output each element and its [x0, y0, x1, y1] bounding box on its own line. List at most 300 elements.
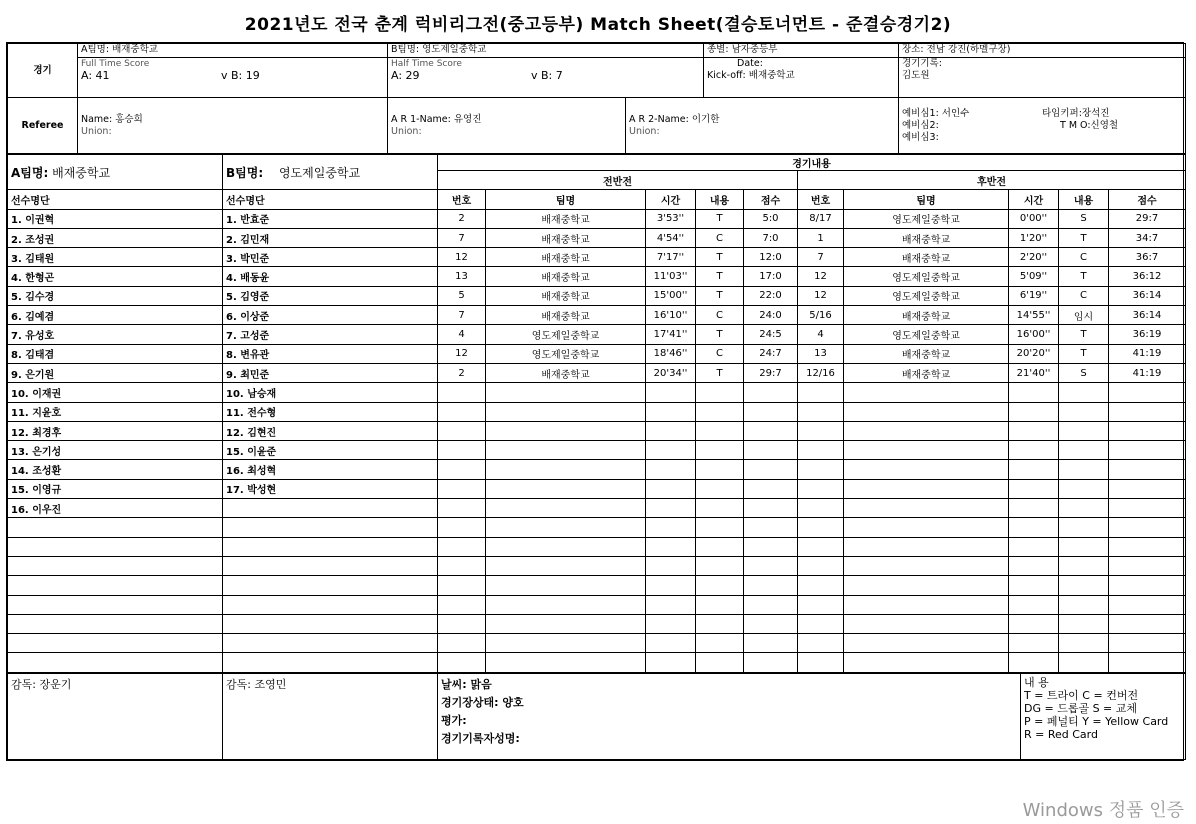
first-half-events-cell: 18'46''	[646, 344, 696, 363]
first-half-events-cell: 4	[438, 325, 486, 344]
second-half-events-cell	[1059, 614, 1109, 633]
first-half-events-cell	[486, 460, 646, 479]
team-b-player: 3. 박민준	[223, 248, 438, 267]
team-b-player	[223, 537, 438, 556]
first-half-events-cell	[438, 576, 486, 595]
team-a-player	[8, 595, 223, 614]
first-half-events-cell: 4'54''	[646, 228, 696, 247]
first-half-events-cell	[486, 556, 646, 575]
second-half-events-cell: 36:14	[1109, 286, 1186, 305]
first-half-events-cell	[438, 595, 486, 614]
team-b-player: 17. 박성현	[223, 479, 438, 498]
second-half-events-cell	[1109, 653, 1186, 672]
first-half-events-cell	[438, 479, 486, 498]
second-half-events-cell	[1009, 499, 1059, 518]
first-half-col-header: 번호	[438, 190, 486, 209]
first-half-events-cell	[438, 614, 486, 633]
referee-union: Union:	[81, 125, 112, 137]
first-half-events-cell: T	[696, 267, 744, 286]
second-half-events-cell	[1059, 402, 1109, 421]
second-half-events-cell: S	[1059, 363, 1109, 382]
second-half-events-cell: T	[1059, 267, 1109, 286]
second-half-events-cell	[1109, 556, 1186, 575]
team-b-player: 16. 최성혁	[223, 460, 438, 479]
first-half-events-cell	[486, 421, 646, 440]
second-half-events-cell	[798, 518, 844, 537]
first-half-events-cell: 17'41''	[646, 325, 696, 344]
first-half-events-cell	[696, 518, 744, 537]
second-half-events-cell: 7	[798, 248, 844, 267]
table-row	[8, 363, 1186, 382]
table-row	[8, 653, 1186, 672]
first-half-events-cell: 7'17''	[646, 248, 696, 267]
team-b-player	[223, 614, 438, 633]
first-half-events-cell: 24:5	[744, 325, 798, 344]
table-row	[8, 306, 1186, 325]
first-half-events-cell: 7:0	[744, 228, 798, 247]
second-half-events-cell: 4	[798, 325, 844, 344]
first-half-events-cell: 15'00''	[646, 286, 696, 305]
second-half-events-cell: 영도제일중학교	[844, 267, 1009, 286]
first-half-events-cell	[744, 595, 798, 614]
date: Date:	[737, 58, 763, 69]
team-a-name-cell	[8, 155, 223, 190]
second-half-events-cell: 임시	[1059, 306, 1109, 325]
second-half-events-cell	[1059, 479, 1109, 498]
second-half-events-cell: 21'40''	[1009, 363, 1059, 382]
team-b-player: 15. 이윤준	[223, 441, 438, 460]
table-row	[8, 421, 1186, 440]
second-half-events-cell	[1009, 634, 1059, 653]
team-b-roster-label: 선수명단	[223, 190, 438, 209]
team-a-player: 13. 은기성	[8, 441, 223, 460]
reserve3: 예비심3:	[902, 131, 939, 143]
first-half-events-cell	[486, 518, 646, 537]
team-b-player	[223, 576, 438, 595]
first-half-col-header: 점수	[744, 190, 798, 209]
team-a-player: 14. 조성환	[8, 460, 223, 479]
first-half-events-cell	[744, 518, 798, 537]
second-half-events-cell: 12	[798, 267, 844, 286]
table-row	[8, 441, 1186, 460]
kickoff: Kick-off: 배재중학교	[707, 70, 795, 81]
second-half-events-cell: 1'20''	[1009, 228, 1059, 247]
second-half-events-cell	[1109, 595, 1186, 614]
first-half-events-cell	[486, 479, 646, 498]
second-half-events-cell: T	[1059, 344, 1109, 363]
second-half-events-cell	[1059, 556, 1109, 575]
second-half-events-cell: S	[1059, 209, 1109, 228]
second-half-events-cell	[798, 499, 844, 518]
first-half-events-cell	[486, 402, 646, 421]
first-half-events-cell	[646, 441, 696, 460]
table-row	[8, 518, 1186, 537]
first-half-events-cell: 영도제일중학교	[486, 325, 646, 344]
table-row	[8, 209, 1186, 228]
second-half-events-cell: 36:12	[1109, 267, 1186, 286]
first-half-label: 전반전	[438, 171, 798, 190]
team-a-player: 3. 김태원	[8, 248, 223, 267]
first-half-events-cell	[646, 402, 696, 421]
first-half-events-cell: T	[696, 248, 744, 267]
match-grid	[7, 154, 1186, 673]
first-half-events-cell: 20'34''	[646, 363, 696, 382]
second-half-events-cell	[844, 421, 1009, 440]
second-half-events-cell	[798, 383, 844, 402]
second-half-events-cell: C	[1059, 248, 1109, 267]
second-half-events-cell	[1059, 460, 1109, 479]
first-half-events-cell	[486, 441, 646, 460]
team-a-header: A팀명: 배재중학교	[78, 44, 388, 58]
team-a-label: A팀명:	[11, 165, 49, 180]
second-half-events-cell	[844, 499, 1009, 518]
first-half-events-cell	[696, 537, 744, 556]
second-half-events-cell: 배재중학교	[844, 344, 1009, 363]
page-title: 2021년도 전국 춘계 럭비리그전(중고등부) Match Sheet(결승토너먼트 - 준결승경기2)	[244, 15, 952, 35]
first-half-events-cell: T	[696, 286, 744, 305]
first-half-events-cell	[646, 576, 696, 595]
table-row	[8, 344, 1186, 363]
table-row	[8, 634, 1186, 653]
team-a-player	[8, 556, 223, 575]
category: 종별: 남자중등부	[704, 44, 899, 58]
second-half-events-cell	[1059, 537, 1109, 556]
second-half-events-cell	[1059, 421, 1109, 440]
first-half-events-cell: 16'10''	[646, 306, 696, 325]
game-label: 경기	[8, 44, 78, 98]
first-half-events-cell: 배재중학교	[486, 286, 646, 305]
second-half-events-cell: 41:19	[1109, 344, 1186, 363]
first-half-events-cell: 29:7	[744, 363, 798, 382]
team-a-name: 배재중학교	[52, 165, 111, 180]
first-half-events-cell	[744, 383, 798, 402]
officials-cell	[899, 98, 1186, 154]
team-a-player: 15. 이영규	[8, 479, 223, 498]
first-half-events-cell: T	[696, 209, 744, 228]
second-half-events-cell	[844, 576, 1009, 595]
timekeeper: 타임키퍼:장석진	[1042, 107, 1110, 119]
first-half-events-cell: 배재중학교	[486, 306, 646, 325]
table-row	[8, 499, 1186, 518]
second-half-events-cell	[1059, 576, 1109, 595]
first-half-events-cell: 5:0	[744, 209, 798, 228]
second-half-events-cell	[798, 479, 844, 498]
first-half-events-cell	[646, 499, 696, 518]
full-time-a: A: 41	[81, 69, 110, 82]
second-half-col-header: 내용	[1059, 190, 1109, 209]
second-half-events-cell: 36:19	[1109, 325, 1186, 344]
second-half-events-cell	[1109, 537, 1186, 556]
first-half-events-cell	[696, 460, 744, 479]
second-half-events-cell	[1109, 479, 1186, 498]
second-half-events-cell: 20'20''	[1009, 344, 1059, 363]
second-half-events-cell: 5'09''	[1009, 267, 1059, 286]
second-half-events-cell	[798, 653, 844, 672]
second-half-events-cell	[1109, 499, 1186, 518]
second-half-events-cell	[1009, 402, 1059, 421]
second-half-events-cell	[844, 518, 1009, 537]
first-half-events-cell: 12:0	[744, 248, 798, 267]
first-half-events-cell	[744, 421, 798, 440]
conditions	[438, 673, 1021, 759]
second-half-events-cell: 6'19''	[1009, 286, 1059, 305]
first-half-events-cell	[438, 634, 486, 653]
legend-title: 내 용	[1024, 675, 1049, 689]
team-b-player: 5. 김영준	[223, 286, 438, 305]
team-b-player: 2. 김민재	[223, 228, 438, 247]
first-half-events-cell	[646, 479, 696, 498]
first-half-events-cell	[696, 653, 744, 672]
table-row	[8, 576, 1186, 595]
team-b-player: 7. 고성준	[223, 325, 438, 344]
first-half-events-cell	[696, 421, 744, 440]
second-half-events-cell	[1109, 614, 1186, 633]
first-half-events-cell: 17:0	[744, 267, 798, 286]
team-b-player: 1. 반효준	[223, 209, 438, 228]
second-half-events-cell: 0'00''	[1009, 209, 1059, 228]
first-half-events-cell	[696, 479, 744, 498]
first-half-events-cell	[744, 460, 798, 479]
second-half-events-cell: T	[1059, 228, 1109, 247]
second-half-events-cell	[798, 634, 844, 653]
first-half-events-cell	[744, 653, 798, 672]
full-time-b: v B: 19	[221, 69, 260, 82]
first-half-events-cell	[486, 499, 646, 518]
second-half-events-cell: 영도제일중학교	[844, 209, 1009, 228]
referee-label: Referee	[8, 98, 78, 154]
first-half-events-cell: C	[696, 228, 744, 247]
second-half-events-cell: 2'20''	[1009, 248, 1059, 267]
first-half-events-cell	[486, 614, 646, 633]
first-half-events-cell	[646, 595, 696, 614]
second-half-events-cell: 36:7	[1109, 248, 1186, 267]
second-half-events-cell	[1009, 614, 1059, 633]
team-b-player: 6. 이상준	[223, 306, 438, 325]
team-a-player	[8, 576, 223, 595]
team-a-player: 11. 지윤호	[8, 402, 223, 421]
team-b-player	[223, 595, 438, 614]
team-a-player	[8, 537, 223, 556]
first-half-events-cell: 12	[438, 344, 486, 363]
first-half-events-cell: 7	[438, 306, 486, 325]
team-b-player: 9. 최민준	[223, 363, 438, 382]
second-half-events-cell	[1009, 556, 1059, 575]
first-half-events-cell	[696, 499, 744, 518]
second-half-events-cell: 16'00''	[1009, 325, 1059, 344]
half-time-label: Half Time Score	[391, 59, 462, 69]
first-half-col-header: 팀명	[486, 190, 646, 209]
evaluation: 평가:	[441, 713, 467, 727]
second-half-events-cell: 배재중학교	[844, 228, 1009, 247]
first-half-events-cell: 12	[438, 248, 486, 267]
first-half-events-cell	[696, 441, 744, 460]
first-half-events-cell	[646, 634, 696, 653]
second-half-events-cell	[798, 556, 844, 575]
team-a-player: 12. 최경후	[8, 421, 223, 440]
windows-activation-watermark: Windows 정품 인증	[1022, 800, 1184, 821]
team-a-player	[8, 518, 223, 537]
match-footer	[7, 673, 1186, 760]
second-half-events-cell: 29:7	[1109, 209, 1186, 228]
first-half-events-cell: 배재중학교	[486, 209, 646, 228]
table-row	[8, 325, 1186, 344]
team-a-player: 5. 김수경	[8, 286, 223, 305]
second-half-events-cell	[1109, 634, 1186, 653]
second-half-events-cell	[844, 595, 1009, 614]
first-half-events-cell: 22:0	[744, 286, 798, 305]
recorder-signature: 경기기록자성명:	[441, 731, 520, 745]
second-half-events-cell	[844, 614, 1009, 633]
second-half-events-cell: C	[1059, 286, 1109, 305]
table-row	[8, 402, 1186, 421]
venue: 장소: 전남 강진(하멜구장)	[899, 44, 1186, 58]
first-half-events-cell: 11'03''	[646, 267, 696, 286]
first-half-events-cell	[696, 383, 744, 402]
match-sheet	[6, 42, 1184, 761]
referee-name: Name: 홍승희	[81, 113, 143, 125]
first-half-events-cell: 영도제일중학교	[486, 344, 646, 363]
team-a-player	[8, 634, 223, 653]
ar1-name: A R 1-Name: 유영진	[391, 113, 482, 125]
ground-condition: 경기장상태: 양호	[441, 695, 524, 709]
second-half-events-cell	[844, 634, 1009, 653]
game-recorder	[899, 58, 1186, 98]
second-half-events-cell: T	[1059, 325, 1109, 344]
second-half-events-cell: 14'55''	[1009, 306, 1059, 325]
half-time-score	[388, 58, 704, 98]
second-half-events-cell	[798, 441, 844, 460]
first-half-events-cell	[438, 402, 486, 421]
legend-line-4: R = Red Card	[1024, 727, 1098, 741]
tmo: T M O:신영철	[1060, 119, 1119, 131]
first-half-events-cell	[696, 556, 744, 575]
table-row	[8, 228, 1186, 247]
team-a-player	[8, 614, 223, 633]
second-half-events-cell	[1009, 460, 1059, 479]
team-a-player	[8, 653, 223, 672]
second-half-events-cell	[798, 537, 844, 556]
match-header	[7, 43, 1186, 154]
first-half-events-cell	[646, 614, 696, 633]
second-half-events-cell	[844, 653, 1009, 672]
first-half-events-cell	[438, 537, 486, 556]
first-half-events-cell: 배재중학교	[486, 248, 646, 267]
first-half-events-cell	[486, 634, 646, 653]
second-half-events-cell	[844, 479, 1009, 498]
table-row	[8, 267, 1186, 286]
second-half-events-cell	[844, 556, 1009, 575]
table-row	[8, 614, 1186, 633]
second-half-label: 후반전	[798, 171, 1186, 190]
first-half-events-cell	[744, 576, 798, 595]
second-half-events-cell	[1059, 441, 1109, 460]
first-half-events-cell	[646, 518, 696, 537]
second-half-events-cell	[798, 576, 844, 595]
team-b-header: B팀명: 영도제일중학교	[388, 44, 704, 58]
ar2-cell	[626, 98, 899, 154]
table-row	[8, 460, 1186, 479]
table-row	[8, 286, 1186, 305]
legend-line-1: T = 트라이 C = 컨버전	[1024, 688, 1139, 702]
second-half-events-cell	[798, 614, 844, 633]
second-half-events-cell	[798, 460, 844, 479]
team-b-player	[223, 518, 438, 537]
first-half-events-cell: 13	[438, 267, 486, 286]
first-half-events-cell: 24:7	[744, 344, 798, 363]
second-half-events-cell	[798, 402, 844, 421]
team-a-player: 10. 이재권	[8, 383, 223, 402]
second-half-events-cell: 34:7	[1109, 228, 1186, 247]
first-half-events-cell	[438, 653, 486, 672]
table-row	[8, 383, 1186, 402]
team-a-player: 4. 한형곤	[8, 267, 223, 286]
date-kickoff	[704, 58, 899, 98]
first-half-events-cell	[696, 595, 744, 614]
coach-b: 감독: 조영민	[223, 673, 438, 759]
second-half-events-cell	[1059, 383, 1109, 402]
first-half-col-header: 시간	[646, 190, 696, 209]
ar2-union: Union:	[629, 125, 660, 137]
first-half-events-cell	[486, 383, 646, 402]
second-half-events-cell	[1109, 402, 1186, 421]
second-half-events-cell	[1009, 595, 1059, 614]
first-half-col-header: 내용	[696, 190, 744, 209]
second-half-events-cell	[798, 421, 844, 440]
second-half-events-cell	[844, 402, 1009, 421]
first-half-events-cell	[646, 537, 696, 556]
recorder-name: 김도원	[902, 70, 930, 81]
half-time-a: A: 29	[391, 69, 420, 82]
first-half-events-cell	[646, 421, 696, 440]
second-half-col-header: 번호	[798, 190, 844, 209]
ar1-cell	[388, 98, 626, 154]
second-half-events-cell: 영도제일중학교	[844, 286, 1009, 305]
second-half-events-cell	[1009, 518, 1059, 537]
second-half-events-cell: 13	[798, 344, 844, 363]
first-half-events-cell: 7	[438, 228, 486, 247]
first-half-events-cell	[438, 421, 486, 440]
first-half-events-cell: C	[696, 306, 744, 325]
second-half-events-cell	[1109, 383, 1186, 402]
second-half-events-cell	[1059, 634, 1109, 653]
second-half-events-cell: 41:19	[1109, 363, 1186, 382]
team-b-player	[223, 556, 438, 575]
second-half-events-cell	[844, 537, 1009, 556]
second-half-col-header: 팀명	[844, 190, 1009, 209]
first-half-events-cell	[646, 460, 696, 479]
table-row	[8, 595, 1186, 614]
second-half-events-cell	[1009, 383, 1059, 402]
team-b-label: B팀명:	[226, 165, 264, 180]
second-half-col-header: 시간	[1009, 190, 1059, 209]
first-half-events-cell: T	[696, 325, 744, 344]
first-half-events-cell: 2	[438, 209, 486, 228]
second-half-events-cell	[844, 441, 1009, 460]
second-half-events-cell	[1009, 576, 1059, 595]
second-half-events-cell	[1109, 576, 1186, 595]
second-half-events-cell	[1009, 479, 1059, 498]
second-half-events-cell	[1009, 441, 1059, 460]
second-half-events-cell	[1109, 421, 1186, 440]
second-half-events-cell: 5/16	[798, 306, 844, 325]
first-half-events-cell	[696, 576, 744, 595]
second-half-events-cell: 12	[798, 286, 844, 305]
first-half-events-cell	[486, 653, 646, 672]
team-b-player	[223, 499, 438, 518]
team-a-player: 6. 김예겸	[8, 306, 223, 325]
first-half-events-cell	[486, 537, 646, 556]
first-half-events-cell: 2	[438, 363, 486, 382]
